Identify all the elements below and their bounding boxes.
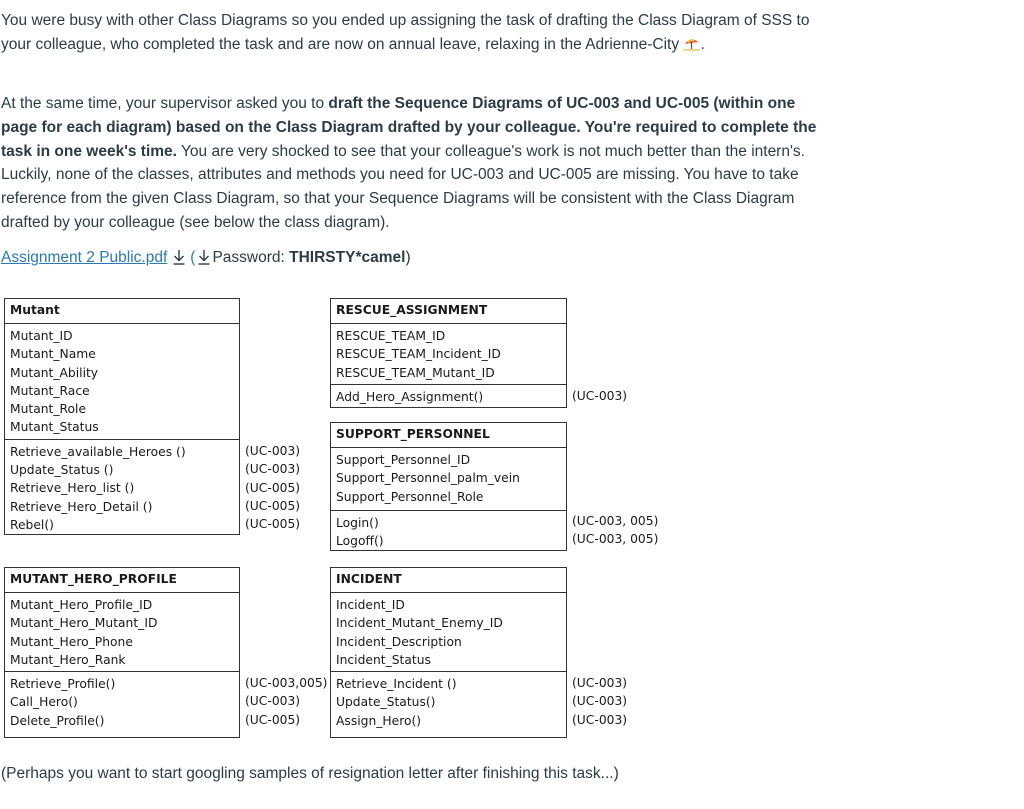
method-list xyxy=(5,672,239,732)
use-case-label: (UC-003) xyxy=(572,389,628,403)
footer-note: (Perhaps you want to start googling samples of resignation letter after finishing this task...) xyxy=(1,765,619,782)
attribute: Mutant_Hero_Profile_ID xyxy=(10,598,153,612)
method: Update_Status () xyxy=(10,463,114,478)
method: Rebel() xyxy=(10,517,54,532)
attribute-list xyxy=(5,324,239,440)
method: Retrieve_Incident () xyxy=(336,677,457,692)
use-case-label: (UC-005) xyxy=(245,712,301,727)
attribute: Mutant_Status xyxy=(10,420,99,435)
attribute: Mutant_Role xyxy=(10,402,87,417)
task-text-post: You are very shocked to see that your colleague's work is not much better than the intern's. Luckily, none of the classes, attributes and methods you need for UC-003 and UC-005 are missing. You have to take reference from the given Class Diagram, so that your Sequence Diagrams will be consistent with the Class Diagram drafted by your colleague (see below the class diagram). xyxy=(1,142,805,231)
class-name: RESCUE_ASSIGNMENT xyxy=(331,299,566,324)
use-case-label: (UC-005) xyxy=(245,517,301,532)
class-name: SUPPORT_PERSONNEL xyxy=(331,423,566,448)
class-name: Mutant xyxy=(5,299,239,324)
intro-period: . xyxy=(700,35,705,53)
attribute: Incident_Description xyxy=(336,634,462,649)
use-case-label: (UC-003,005) xyxy=(245,676,328,690)
intro-paragraph xyxy=(1,9,831,57)
attribute-list xyxy=(5,593,239,672)
class-rescue-assignment xyxy=(330,298,567,408)
attribute: RESCUE_TEAM_ID xyxy=(336,329,446,343)
close-paren: ) xyxy=(405,249,411,266)
attribute: RESCUE_TEAM_Incident_ID xyxy=(336,347,501,362)
attribute: Mutant_Race xyxy=(10,383,90,398)
use-case-column-rescue-assignment xyxy=(572,387,627,405)
use-case-label: (UC-003) xyxy=(572,712,628,727)
method-list xyxy=(5,440,239,536)
method: Delete_Profile() xyxy=(10,713,105,728)
password-value: THIRSTY*camel xyxy=(289,249,406,266)
attribute-list xyxy=(331,593,566,672)
download-icon[interactable] xyxy=(172,249,186,265)
use-case-label: (UC-003) xyxy=(572,676,628,690)
beach-umbrella-icon xyxy=(683,37,700,51)
attribute: Mutant_ID xyxy=(10,329,73,343)
task-paragraph xyxy=(1,92,831,235)
method: Update_Status() xyxy=(336,695,436,710)
class-name: MUTANT_HERO_PROFILE xyxy=(5,568,239,593)
use-case-label: (UC-003) xyxy=(572,694,628,709)
use-case-column-mutant-hero-profile xyxy=(245,674,327,729)
use-case-label: (UC-003, 005) xyxy=(572,532,659,547)
method: Add_Hero_Assignment() xyxy=(336,389,484,404)
open-paren: ( xyxy=(190,249,196,266)
method-list xyxy=(331,385,566,408)
use-case-label: (UC-003) xyxy=(245,694,301,709)
method: Retrieve_available_Heroes () xyxy=(10,444,186,459)
attribute: RESCUE_TEAM_Mutant_ID xyxy=(336,365,495,380)
password-label: Password: xyxy=(212,249,290,266)
attribute-list xyxy=(331,448,566,511)
attribute: Incident_ID xyxy=(336,598,405,612)
attribute: Mutant_Hero_Mutant_ID xyxy=(10,616,158,631)
class-support-personnel xyxy=(330,422,567,551)
method: Retrieve_Hero_list () xyxy=(10,481,135,496)
task-text-bold: draft the Sequence Diagrams of UC-003 and UC-005 (within one page for each diagram) based on the Class Diagram drafted by your colleague. You're required to complete the task in one week's time. xyxy=(1,95,817,160)
use-case-column-support-personnel xyxy=(572,512,658,549)
attribute: Mutant_Hero_Rank xyxy=(10,652,126,667)
attribute: Incident_Mutant_Enemy_ID xyxy=(336,616,503,631)
use-case-label: (UC-005) xyxy=(245,498,301,513)
attribute: Mutant_Ability xyxy=(10,365,99,380)
attribute: Mutant_Hero_Phone xyxy=(10,634,133,649)
attribute: Support_Personnel_ID xyxy=(336,453,471,467)
method: Call_Hero() xyxy=(10,695,78,710)
attachment-line xyxy=(1,246,831,270)
attribute: Support_Personnel_Role xyxy=(336,489,484,504)
method-list xyxy=(331,511,566,553)
attribute: Support_Personnel_palm_vein xyxy=(336,471,520,486)
class-incident xyxy=(330,567,567,738)
method: Logoff() xyxy=(336,534,384,549)
intro-text: You were busy with other Class Diagrams so you ended up assigning the task of drafting the Class Diagram of SSS to your colleague, who completed the task and are now on annual leave, relaxing in the Adrienne-City xyxy=(1,12,810,53)
task-text-pre: At the same time, your supervisor asked you to xyxy=(1,95,329,112)
method: Retrieve_Profile() xyxy=(10,677,116,692)
pdf-link[interactable]: Assignment 2 Public.pdf xyxy=(1,249,168,266)
class-mutant-hero-profile xyxy=(4,567,240,738)
use-case-label: (UC-005) xyxy=(245,480,301,495)
attribute-list xyxy=(331,324,566,385)
use-case-label: (UC-003) xyxy=(245,444,301,458)
method-list xyxy=(331,672,566,732)
class-mutant xyxy=(4,298,240,535)
class-name: INCIDENT xyxy=(331,568,566,593)
use-case-column-incident xyxy=(572,674,627,729)
method: Login() xyxy=(336,515,379,530)
download-icon-2[interactable] xyxy=(197,249,211,265)
use-case-column-mutant xyxy=(245,442,300,533)
method: Assign_Hero() xyxy=(336,713,422,728)
use-case-label: (UC-003, 005) xyxy=(572,514,659,528)
use-case-label: (UC-003) xyxy=(245,462,301,477)
attribute: Mutant_Name xyxy=(10,347,96,362)
attribute: Incident_Status xyxy=(336,652,431,667)
method: Retrieve_Hero_Detail () xyxy=(10,499,153,514)
